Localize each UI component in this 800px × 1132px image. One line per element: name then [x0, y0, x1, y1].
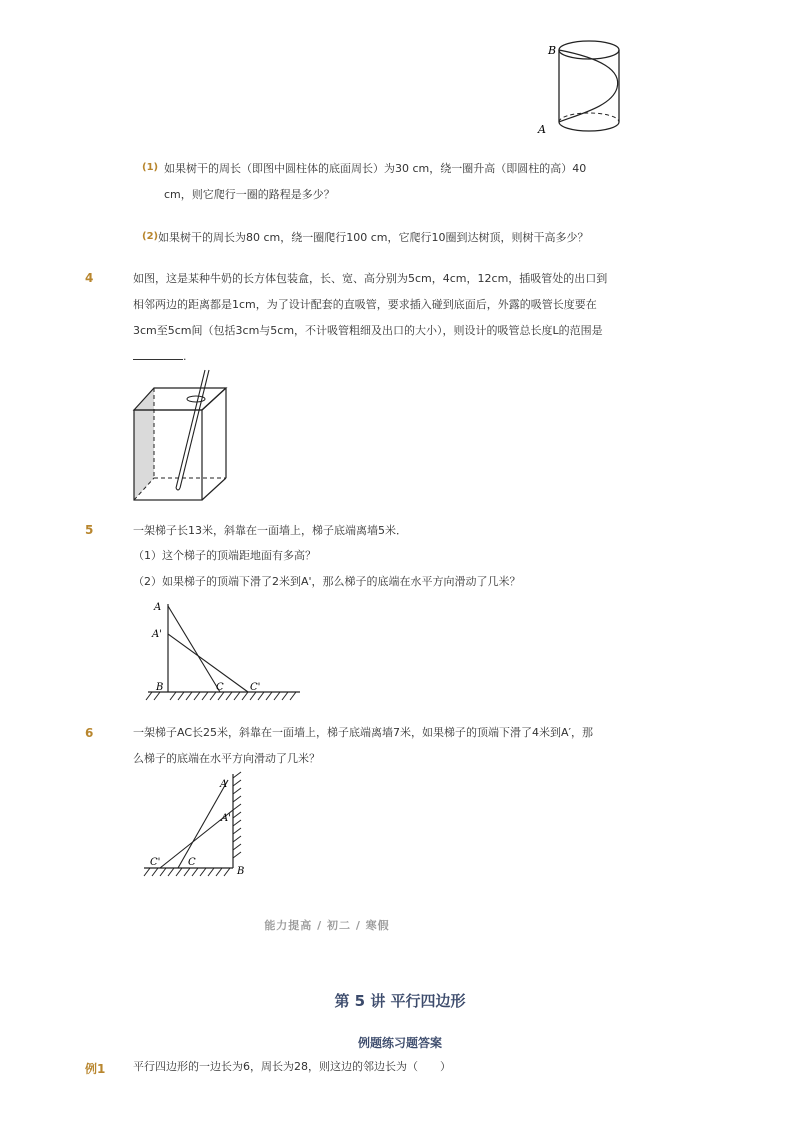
ladder1-label-a: A	[154, 602, 162, 613]
lesson-title: 第 5 讲 平行四边形	[334, 992, 466, 1010]
q4-number: 4	[85, 271, 94, 285]
milk-box-figure	[128, 368, 238, 506]
cylinder-label-a: A	[538, 123, 546, 136]
ladder-figure-1	[140, 596, 310, 706]
q3-part1-number: (1)	[142, 162, 159, 173]
cylinder-label-b: B	[548, 44, 557, 57]
q5-line2: （1）这个梯子的顶端距地面有多高？	[133, 549, 316, 562]
ladder1-label-b: B	[156, 682, 164, 693]
page-footer: 能力提高 / 初二 / 寒假	[264, 919, 390, 932]
ladder1-label-a-prime: A'	[152, 629, 162, 640]
q4-line2: 相邻两边的距离都是1cm，为了设计配套的直吸管，要求插入碰到底面后，外露的吸管长度要在	[133, 298, 597, 311]
q6-line2: 么梯子的底端在水平方向滑动了几米？	[133, 752, 320, 765]
q5-line3: （2）如果梯子的顶端下滑了2米到A'，那么梯子的底端在水平方向滑动了几米？	[133, 575, 521, 588]
example1-text: 平行四边形的一边长为6，周长为28，则这边的邻边长为（ ）	[133, 1060, 451, 1073]
ladder1-label-c: C	[216, 682, 224, 693]
q3-part1-line1: 如果树干的周长（即图中圆柱体的底面周长）为30 cm，绕一圈升高（即圆柱的高）40	[164, 162, 587, 175]
q6-line1: 一架梯子AC长25米，斜靠在一面墙上，梯子底端离墙7米，如果梯子的顶端下滑了4米到A′，那	[133, 726, 594, 739]
q4-line4-end: .	[183, 350, 187, 363]
q5-number: 5	[85, 523, 94, 537]
q4-line1: 如图，这是某种牛奶的长方体包装盒，长、宽、高分别为5cm，4cm，12cm，插吸管处的出口到	[133, 272, 608, 285]
q3-part2-number: (2)	[142, 231, 159, 242]
q6-number: 6	[85, 726, 94, 740]
section-title: 例题练习题答案	[357, 1036, 442, 1050]
answer-blank	[133, 347, 183, 360]
ladder2-label-a-prime: A'	[221, 813, 231, 824]
q3-part2-line1: 如果树干的周长为80 cm，绕一圈爬行100 cm，它爬行10圈到达树顶，则树干高多少？	[158, 231, 589, 244]
cylinder-figure	[530, 36, 630, 142]
ladder2-label-b: B	[237, 866, 245, 877]
q5-line1: 一架梯子长13米，斜靠在一面墙上，梯子底端离墙5米．	[133, 524, 407, 537]
example1-number: 例1	[85, 1062, 106, 1076]
ladder1-label-c-prime: C'	[250, 682, 261, 693]
ladder2-label-a: A	[220, 779, 228, 790]
ladder2-label-c: C	[188, 857, 196, 868]
q4-line3: 3cm至5cm间（包括3cm与5cm，不计吸管粗细及出口的大小），则设计的吸管总长度L的范围是	[133, 324, 603, 337]
ladder-figure-2	[140, 770, 260, 880]
q3-part1-line2: cm，则它爬行一圈的路程是多少？	[164, 188, 335, 201]
q4-line4	[133, 344, 187, 370]
ladder2-label-c-prime: C'	[150, 857, 161, 868]
